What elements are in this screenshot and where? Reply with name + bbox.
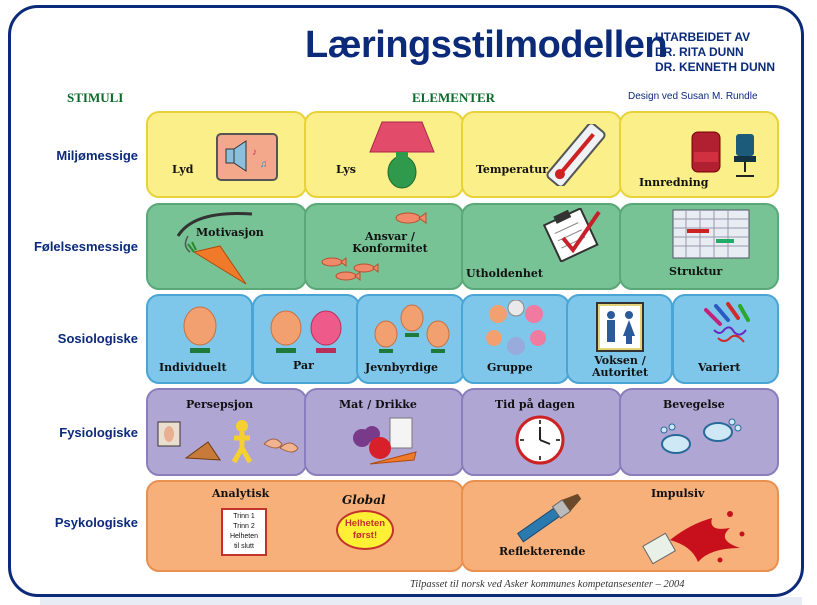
- element-label-analytisk: Analytisk: [212, 487, 270, 500]
- peer-heads-icon: [370, 304, 454, 358]
- element-label-individuelt: Individuelt: [159, 361, 227, 374]
- group-heads-icon: [484, 300, 548, 358]
- pair-heads-icon: [268, 310, 348, 356]
- helheten-badge: [336, 510, 394, 550]
- furniture-icon: [690, 126, 762, 182]
- step-line: til slutt: [234, 543, 254, 550]
- adult-figures-icon: [596, 302, 644, 352]
- element-label-jevnbyrdige: Jevnbyrdige: [365, 361, 439, 374]
- crayons-icon: [700, 300, 760, 350]
- element-label-tid: Tid på dagen: [495, 398, 576, 411]
- element-label-temperatur: Temperatur: [476, 163, 549, 176]
- step-line: Helheten: [229, 533, 259, 540]
- element-label-utholdenhet: Utholdenhet: [466, 267, 543, 280]
- element-label-reflekterende: Reflekterende: [499, 545, 586, 558]
- clipboard-check-icon: [543, 208, 603, 262]
- authors-line: DR. RITA DUNN: [655, 45, 744, 59]
- element-label-lys: Lys: [336, 163, 356, 176]
- fish-school-icon: [318, 206, 444, 286]
- authors-line: DR. KENNETH DUNN: [655, 60, 775, 74]
- helheten-line: først!: [352, 530, 378, 541]
- element-label-par: Par: [293, 359, 314, 372]
- row-label-fysio: Fysiologiske: [59, 425, 138, 440]
- thermometer-icon: [544, 124, 608, 186]
- element-label-ansvar-line2: Konformitet: [352, 242, 428, 255]
- page-title: Læringsstilmodellen: [305, 24, 668, 66]
- row-label-miljo: Miljømessige: [56, 148, 138, 163]
- food-drink-icon: [346, 416, 424, 470]
- step-line: Trinn 1: [233, 513, 255, 520]
- lamp-icon: [368, 120, 436, 190]
- carrot-stick-icon: [174, 206, 256, 288]
- row-label-psyko: Psykologiske: [54, 515, 138, 530]
- row-label-sosio: Sosiologiske: [57, 331, 138, 346]
- element-label-voksen-line2: Autoritet: [591, 366, 649, 379]
- footer-credit: Tilpasset til norsk ved Asker kommunes kompetansesenter – 2004: [410, 579, 685, 590]
- element-label-impulsiv: Impulsiv: [651, 487, 705, 500]
- helheten-line: Helheten: [344, 518, 386, 529]
- paintbrush-icon: [510, 488, 590, 546]
- element-label-variert: Variert: [698, 361, 741, 374]
- element-label-voksen-line1: Voksen /: [594, 354, 646, 367]
- svg-text:♪: ♪: [252, 147, 257, 158]
- element-label-ansvar-line1: Ansvar /: [365, 230, 415, 243]
- element-label-struktur: Struktur: [669, 265, 723, 278]
- element-box-analytisk-global: [146, 480, 464, 572]
- element-label-voksen: [572, 355, 668, 379]
- authors-line: UTARBEIDET AV: [655, 30, 751, 44]
- footprints-icon: [654, 414, 742, 464]
- schedule-grid-icon: [672, 209, 750, 259]
- design-credit: Design ved Susan M. Rundle: [628, 91, 758, 102]
- element-label-persepsjon: Persepsjon: [186, 398, 254, 411]
- bottom-strip: [40, 597, 802, 605]
- element-label-bevegelse: Bevegelse: [663, 398, 725, 411]
- paint-splash-icon: [640, 504, 750, 568]
- clock-icon: [514, 414, 566, 466]
- step-line: Trinn 2: [233, 523, 255, 530]
- element-label-innredning: Innredning: [639, 176, 709, 189]
- senses-icon: [156, 418, 304, 466]
- element-label-mat: Mat / Drikke: [339, 398, 417, 411]
- row-label-folelse: Følelsesmessige: [33, 239, 138, 254]
- element-label-gruppe: Gruppe: [487, 361, 533, 374]
- authors-block: [655, 30, 775, 75]
- steps-card: [221, 508, 267, 556]
- speaker-icon: [216, 133, 278, 181]
- element-label-motivasjon: Motivasjon: [196, 226, 264, 239]
- element-label-global: Global: [342, 493, 386, 507]
- elementer-header: ELEMENTER: [412, 90, 496, 105]
- element-label-lyd: Lyd: [172, 163, 194, 176]
- single-head-icon: [180, 306, 220, 356]
- stimuli-header: STIMULI: [67, 90, 124, 105]
- svg-text:♫: ♫: [260, 159, 268, 170]
